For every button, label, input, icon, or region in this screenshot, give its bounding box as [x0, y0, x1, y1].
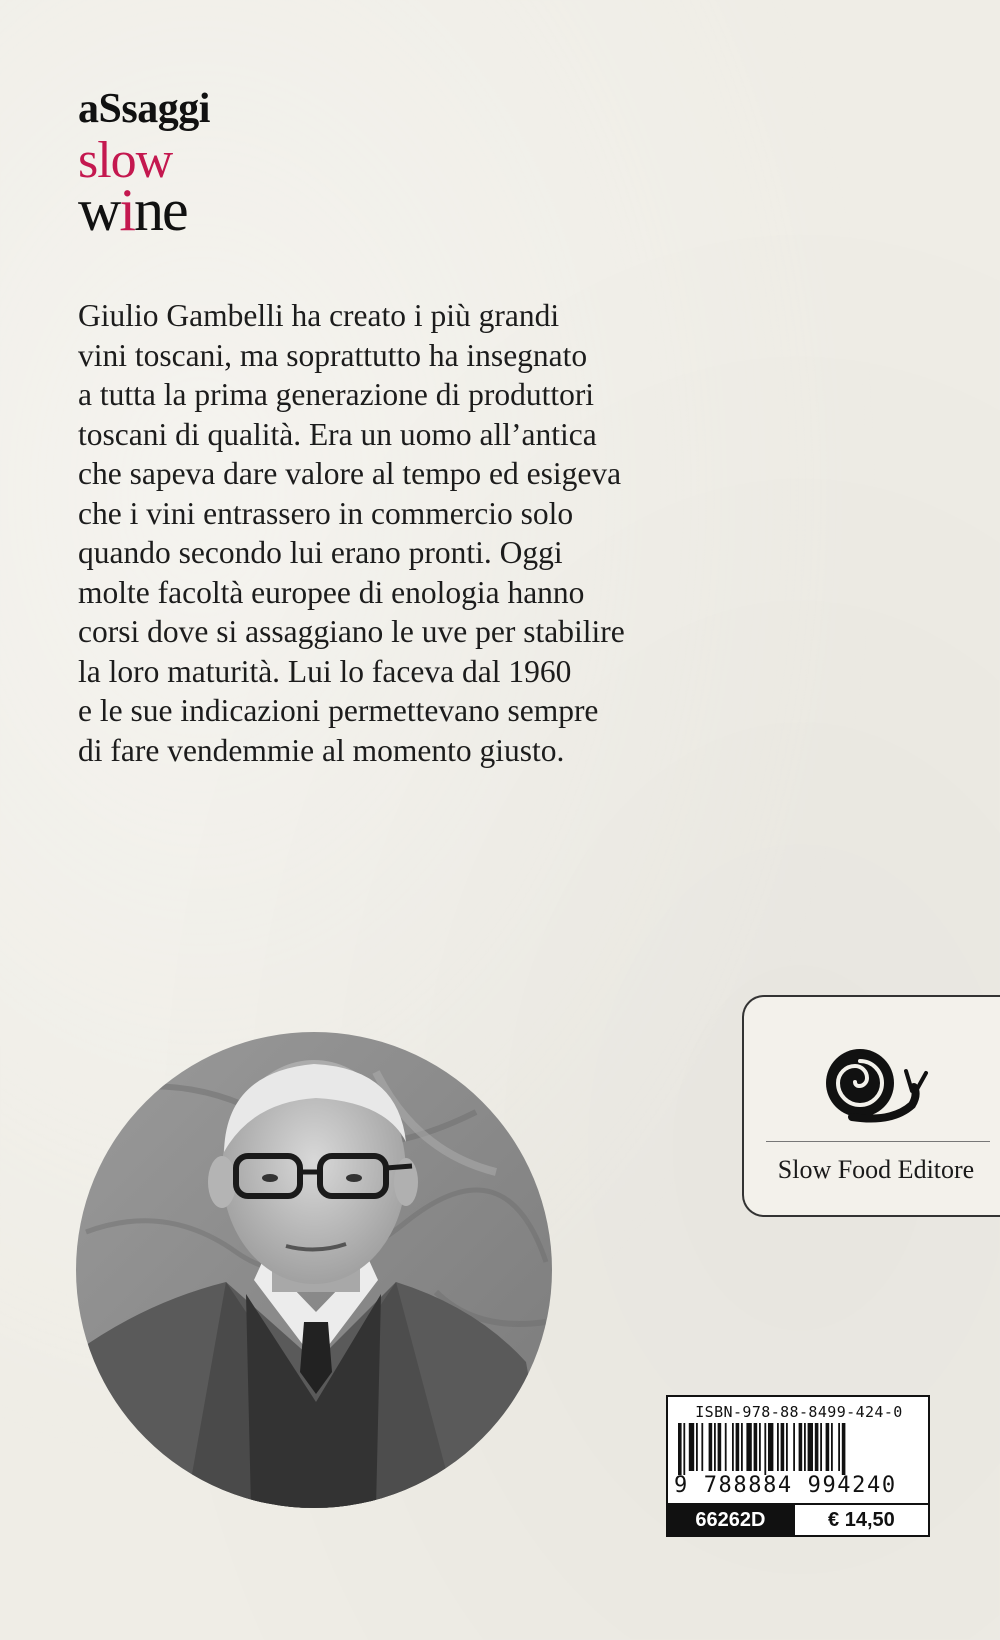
barcode-bar — [741, 1423, 743, 1471]
barcode-bar — [808, 1423, 813, 1471]
isbn-number: ISBN-978-88-8499-424-0 — [695, 1403, 903, 1421]
blurb-line: di fare vendemmie al momento giusto. — [78, 732, 565, 768]
barcode-bar — [781, 1423, 785, 1471]
barcode-bar — [701, 1423, 703, 1471]
brand-slow: slow — [78, 132, 173, 189]
barcode-bar — [689, 1423, 694, 1471]
brand-wine-dot: i — [119, 176, 135, 243]
blurb-line: toscani di qualità. Era un uomo all’antica — [78, 416, 597, 452]
product-code: 66262D — [668, 1505, 793, 1535]
brand-wine — [78, 176, 210, 243]
blurb-line: Giulio Gambelli ha creato i più grandi — [78, 298, 560, 333]
barcode-icon — [676, 1423, 922, 1475]
barcode-bar — [683, 1423, 685, 1475]
blurb-line: corsi dove si assaggiano le uve per stabilire — [78, 614, 625, 649]
series-brand — [78, 86, 210, 243]
barcode-bar — [709, 1423, 713, 1471]
barcode-bar — [754, 1423, 758, 1471]
barcode-bar — [718, 1423, 722, 1471]
barcode-bar — [777, 1423, 779, 1471]
blurb-line: a tutta la prima generazione di produttori — [78, 377, 595, 412]
brand-wine-post: ne — [134, 176, 187, 243]
barcode-bar — [764, 1423, 766, 1475]
barcode-bar — [793, 1423, 795, 1471]
ean-digits: 9 788884 994240 — [674, 1473, 897, 1498]
blurb-line: e le sue indicazioni permettevano sempre — [78, 693, 599, 728]
barcode-bar — [696, 1423, 698, 1471]
barcode-bar — [678, 1423, 682, 1475]
barcode-bar — [768, 1423, 773, 1471]
portrait-photo-icon — [76, 1032, 552, 1508]
publisher-name: Slow Food Editore — [777, 1155, 975, 1184]
snail-icon — [822, 1045, 932, 1129]
barcode-bar — [736, 1423, 740, 1471]
barcode-bar — [786, 1423, 788, 1471]
barcode-bar — [759, 1423, 761, 1471]
barcode-bar — [838, 1423, 840, 1471]
publisher-card — [742, 995, 1000, 1217]
barcode-bar — [842, 1423, 846, 1475]
blurb-line: che i vini entrassero in commercio solo — [78, 495, 574, 531]
barcode-bar — [746, 1423, 751, 1471]
barcode-bar — [804, 1423, 806, 1471]
isbn-barcode — [666, 1395, 930, 1537]
barcode-bar — [826, 1423, 830, 1471]
barcode-bar — [831, 1423, 833, 1471]
price-label: € 14,50 — [793, 1505, 928, 1535]
publisher-divider — [766, 1141, 990, 1142]
barcode-bar — [714, 1423, 716, 1471]
author-portrait — [76, 1032, 552, 1508]
barcode-bar — [732, 1423, 734, 1471]
barcode-bar — [799, 1423, 803, 1471]
barcode-bar — [820, 1423, 822, 1471]
blurb-line: la loro maturità. Lui lo faceva dal 1960 — [78, 653, 572, 689]
blurb-line: vini toscani, ma soprattutto ha insegnato — [78, 337, 588, 373]
blurb-line: che sapeva dare valore al tempo ed esigeva — [78, 456, 622, 491]
barcode-bar — [815, 1423, 819, 1471]
barcode-bar — [725, 1423, 727, 1471]
code-strip — [668, 1503, 928, 1535]
brand-wine-pre: w — [78, 176, 120, 243]
blurb-line: quando secondo lui erano pronti. Oggi — [78, 535, 563, 570]
blurb-line: molte facoltà europee di enologia hanno — [78, 574, 585, 610]
series-name: aSsaggi — [78, 86, 210, 132]
back-cover-blurb — [78, 296, 718, 770]
